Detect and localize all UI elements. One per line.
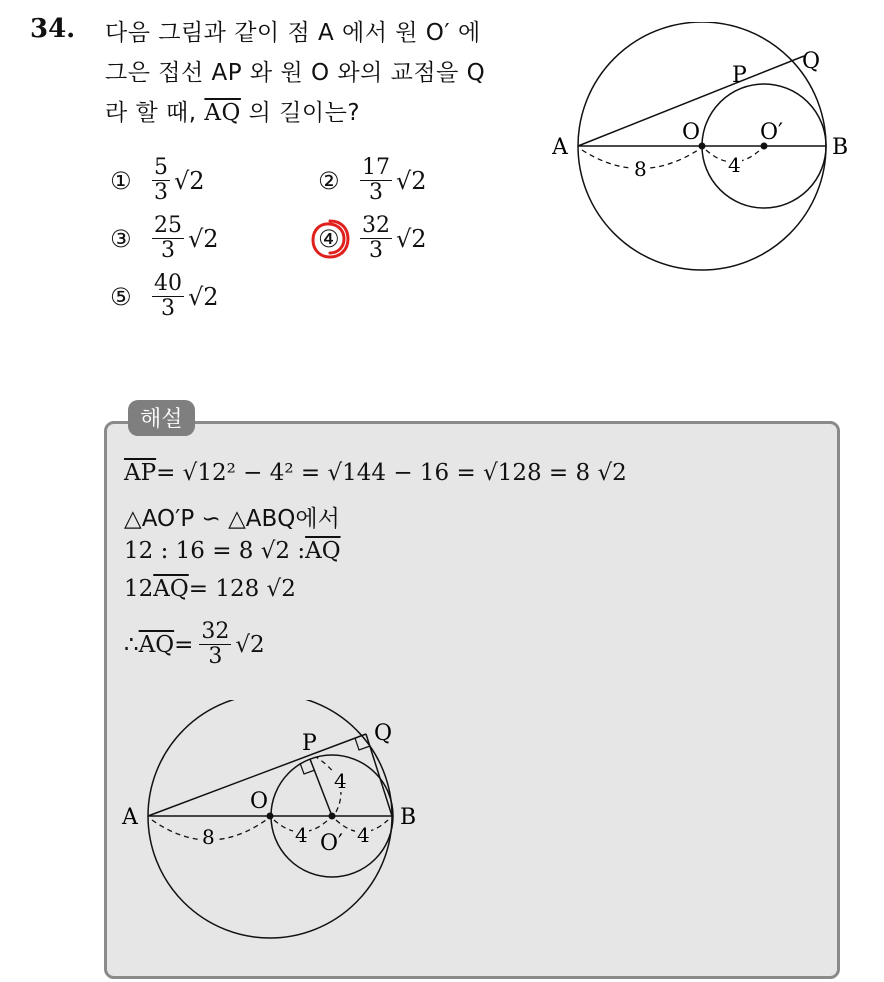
solution-line-3-pre: 12 : 16 = 8 √2 : xyxy=(124,538,306,564)
problem-figure xyxy=(552,22,862,277)
dim-label-o-prime-p: 4 xyxy=(334,769,347,793)
solution-line-4 xyxy=(124,576,296,602)
denominator: 3 xyxy=(161,238,175,264)
option-marker: ④ xyxy=(318,224,340,253)
option-2[interactable] xyxy=(318,156,427,205)
option-marker: ⑤ xyxy=(110,282,132,311)
problem-number: 34. xyxy=(30,14,76,44)
dim-label-oo-prime: 4 xyxy=(295,823,308,847)
option-fraction xyxy=(152,214,184,263)
label-b: B xyxy=(400,805,417,830)
label-o-prime: O′ xyxy=(320,831,344,856)
problem-text-line-3 xyxy=(105,94,360,127)
numerator: 32 xyxy=(201,619,230,644)
option-fraction xyxy=(152,156,170,205)
solution-line-5 xyxy=(124,620,265,669)
dim-label-4: 4 xyxy=(728,153,741,177)
sqrt-two: √2 xyxy=(188,224,219,253)
dim-label-ao: 8 xyxy=(202,825,215,849)
option-marker: ② xyxy=(318,166,340,195)
label-o: O xyxy=(682,120,701,145)
solution-line-2: △AO′P ∽ △ABQ에서 xyxy=(124,506,340,532)
solution-line-1-rest: = √12² − 4² = √144 − 16 = √128 = 8 √2 xyxy=(156,460,627,486)
answer-fraction xyxy=(199,620,231,669)
denominator: 3 xyxy=(369,238,383,264)
sqrt-two: √2 xyxy=(396,224,427,253)
numerator: 32 xyxy=(362,213,390,238)
option-marker: ③ xyxy=(110,224,132,253)
problem-text-line-2: 그은 접선 AP 와 원 O 와의 교점을 Q xyxy=(105,60,486,86)
segment-aq: $\overline{AQ}$ xyxy=(305,538,341,564)
sqrt-two: √2 xyxy=(174,166,205,195)
label-b: B xyxy=(832,135,849,160)
segment-ap: $\overline{AP}$ xyxy=(124,460,157,486)
denominator: 3 xyxy=(154,180,168,206)
label-p: P xyxy=(302,731,317,756)
line3-prefix: 라 할 때, xyxy=(105,100,205,126)
label-q: Q xyxy=(374,721,393,746)
numerator: 25 xyxy=(154,213,182,238)
sqrt-two: √2 xyxy=(188,282,219,311)
option-4[interactable] xyxy=(318,214,427,263)
label-o: O xyxy=(250,789,269,814)
segment-aq: $\overline{AQ}$ xyxy=(153,576,189,602)
solution-line-4-pre: 12 xyxy=(124,576,154,602)
dim-label-8: 8 xyxy=(634,157,647,181)
sqrt-two: √2 xyxy=(396,166,427,195)
solution-line-4-post: = 128 √2 xyxy=(188,576,296,602)
segment-aq: $\overline{AQ}$ xyxy=(138,631,175,658)
option-marker-selected xyxy=(318,225,354,253)
solution-line-3 xyxy=(124,538,341,564)
numerator: 40 xyxy=(154,271,182,296)
line3-suffix: 의 길이는? xyxy=(240,100,361,126)
option-marker: ① xyxy=(110,166,132,195)
option-1[interactable] xyxy=(110,156,205,205)
denominator: 3 xyxy=(161,296,175,322)
denominator: 3 xyxy=(369,180,383,206)
red-circle-mark-icon xyxy=(308,217,352,261)
segment-aq: $\overline{AQ}$ xyxy=(204,100,241,126)
denominator: 3 xyxy=(208,644,223,670)
equals: = xyxy=(174,631,194,658)
therefore-symbol: ∴ xyxy=(124,631,139,658)
label-q: Q xyxy=(802,49,821,74)
solution-badge: 해설 xyxy=(128,400,195,436)
label-a: A xyxy=(122,805,138,830)
option-3[interactable] xyxy=(110,214,219,263)
point-o-prime xyxy=(329,813,336,820)
option-fraction xyxy=(152,272,184,321)
label-a: A xyxy=(552,135,568,160)
option-fraction xyxy=(360,214,392,263)
option-5[interactable] xyxy=(110,272,219,321)
label-o-prime: O′ xyxy=(760,120,784,145)
dim-label-o-prime-b: 4 xyxy=(357,823,370,847)
numerator: 5 xyxy=(154,155,168,180)
label-p: P xyxy=(732,63,747,88)
problem-text-line-1: 다음 그림과 같이 점 A 에서 원 O′ 에 xyxy=(105,20,481,46)
option-fraction xyxy=(360,156,392,205)
solution-figure xyxy=(120,700,440,970)
numerator: 17 xyxy=(362,155,390,180)
sqrt-two: √2 xyxy=(235,631,265,658)
solution-line-1 xyxy=(124,460,627,486)
